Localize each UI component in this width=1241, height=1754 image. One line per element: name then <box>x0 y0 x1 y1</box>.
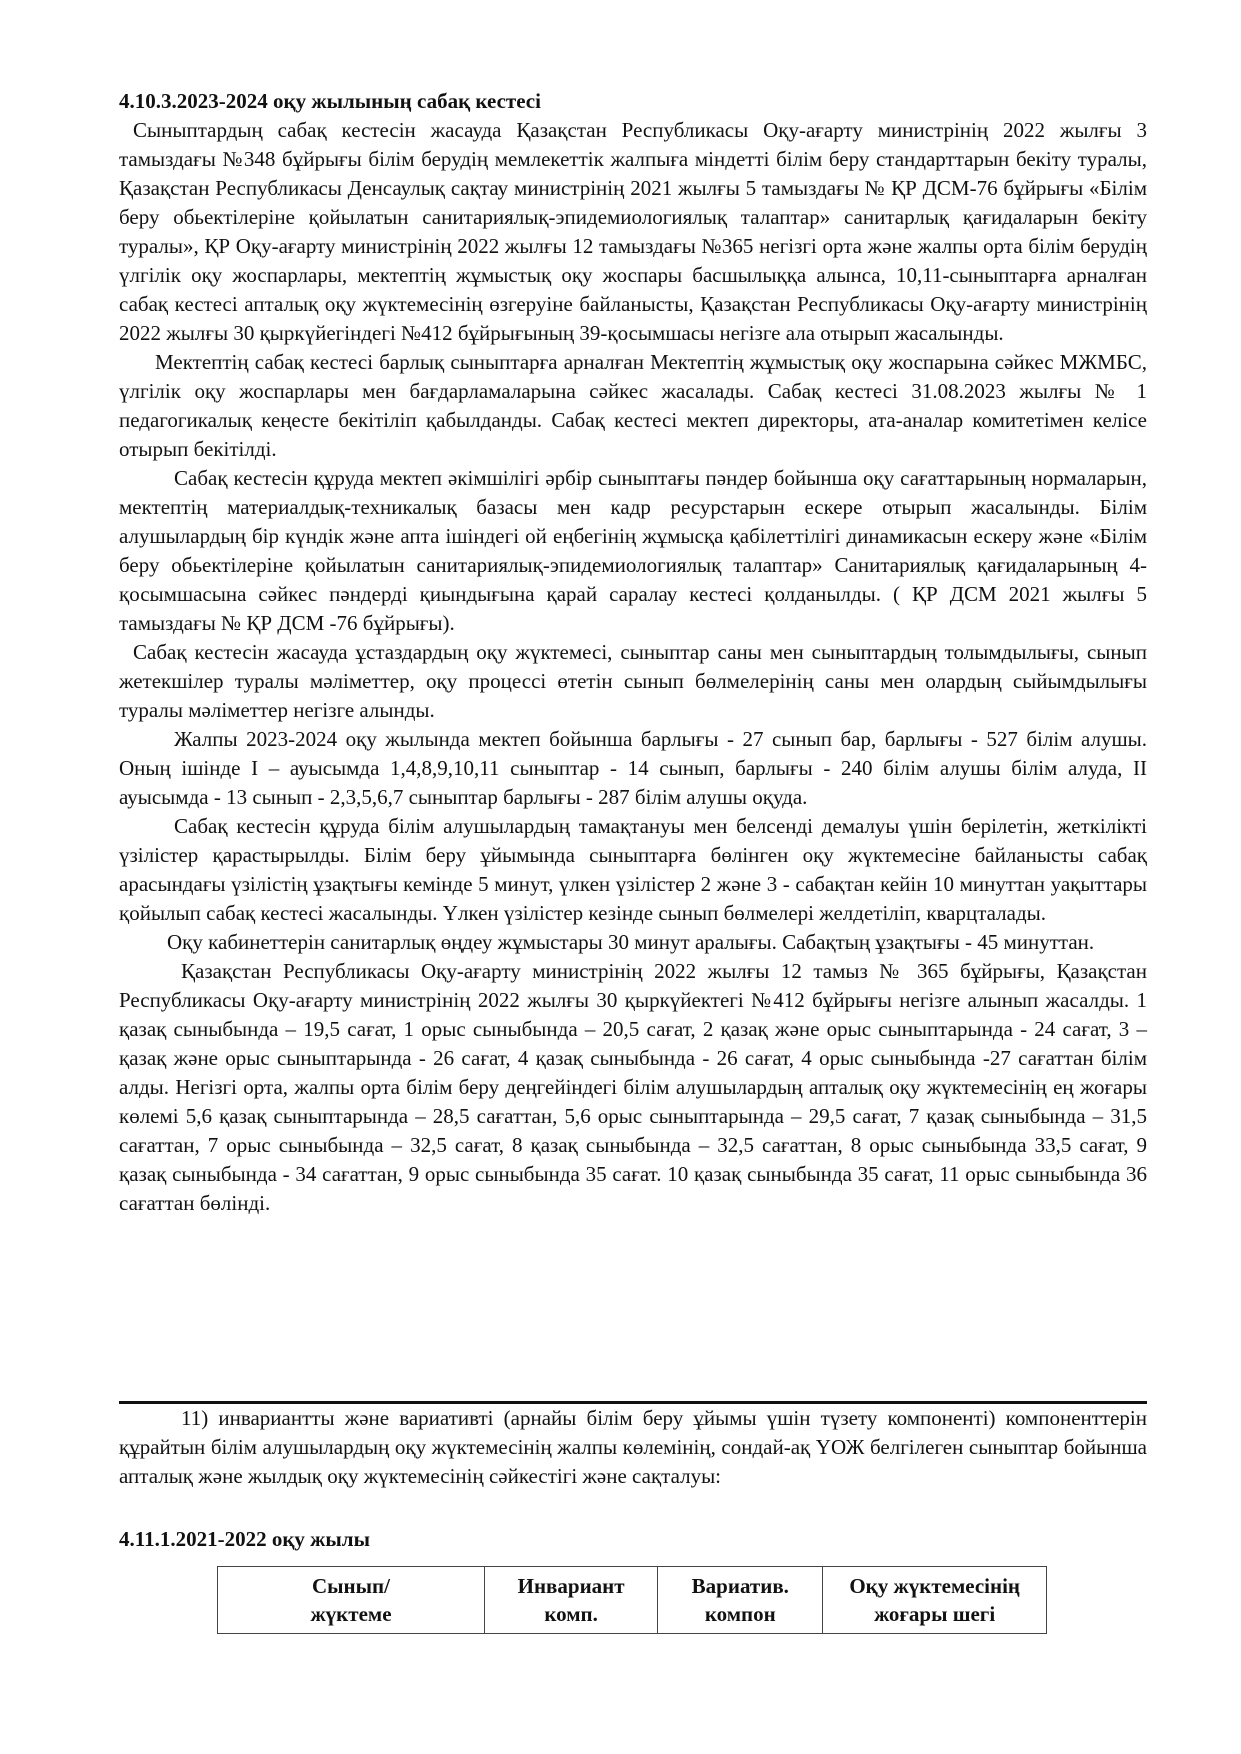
header-class-load: Сынып/ жүктеме <box>218 1567 485 1634</box>
header-invariant: Инвариант комп. <box>485 1567 658 1634</box>
paragraph-6: Сабақ кестесін құруда білім алушылардың тамақтануы мен белсенді демалуы үшін берілетін, жеткілікті үзілістер қарастырылды. Білім беру ұйымында сыныптарға бөлінген оқу жүктемесіне байланысты сабақ арасындағы үзілістің ұзақтығы кемінде 5 минут, үлкен үзілістер 2 және 3 - сабақтан кейін 10 минуттан уақыттары қойылып сабақ кестесі жасалынды. Үлкен үзілістер кезінде сынып бөлмелері желдетіліп, кварцталады. <box>119 814 1147 925</box>
paragraph-4: Сабақ кестесін жасауда ұстаздардың оқу жүктемесі, сыныптар саны мен сыныптардың толымдылығы, сынып жетекшілер туралы мәліметтер, оқу процессі өтетін сынып бөлмелерінің саны мен олардың сыйымдылығы туралы мәліметтер негізге алынды. <box>119 640 1147 722</box>
item-11-block <box>119 1404 1147 1491</box>
section-heading: 4.10.3.2023-2024 оқу жылының сабақ кестесі <box>119 89 541 113</box>
paragraph-1: Сыныптардың сабақ кестесін жасауда Қазақстан Республикасы Оқу-ағарту министрінің 2022 жылғы 3 тамыздағы №348 бұйрығы білім берудің мемлекеттік жалпыға міндетті білім беру стандарттарын бекіту туралы, Қазақстан Республикасы Денсаулық сақтау министрінің 2021 жылғы 5 тамыздағы № ҚР ДСМ-76 бұйрығы «Білім беру обьектілеріне қойылатын санитариялық-эпидемиологиялық талаптар» санитарлық қағидаларын бекіту туралы», ҚР Оқу-ағарту министрінің 2022 жылғы 12 тамыздағы №365 негізгі орта және жалпы орта білім берудің үлгілік оқу жоспарлары, мектептің жұмыстық оқу жоспары басшылыққа алынса, 10,11-сыныптарға арналған сабақ кестесі апталық оқу жүктемесінің өзгеруіне байланысты, Қазақстан Республикасы Оқу-ағарту министрінің 2022 жылғы 30 қыркүйегіндегі №412 бұйрығының 39-қосымшасы негізге ала отырып жасалынды. <box>119 118 1147 345</box>
header-variative: Вариатив. компон <box>658 1567 823 1634</box>
load-table <box>217 1566 1047 1634</box>
paragraph-3: Сабақ кестесін құруда мектеп әкімшілігі әрбір сыныптағы пәндер бойынша оқу сағаттарының нормаларын, мектептің материалдық-техникалық базасы мен кадр ресурстарын ескере отырып жасалынды. Білім алушылардың бір күндік және апта ішіндегі ой еңбегінің жұмысқа қабілеттілігі динамикасын ескеру және «Білім беру обьектілеріне қойылатын санитариялық-эпидемиологиялық талаптар» Санитариялық қағидаларының 4-қосымшасына сәйкес пәндерді қиындығына қарай саралау кестесі қолданылды. ( ҚР ДСМ 2021 жылғы 5 тамыздағы № ҚР ДСМ -76 бұйрығы). <box>119 466 1147 635</box>
paragraph-2: Мектептің сабақ кестесі барлық сыныптарға арналған Мектептің жұмыстық оқу жоспарына сәйкес МЖМБС, үлгілік оқу жоспарлары мен бағдарламаларына сәйкес жасалады. Сабақ кестесі 31.08.2023 жылғы № 1 педагогикалық кеңесте бекітіліп қабылданды. Сабақ кестесі мектеп директоры, ата-аналар комитетімен келісе отырып бекітілді. <box>119 350 1147 461</box>
body-text <box>119 116 1147 1218</box>
paragraph-5: Жалпы 2023-2024 оқу жылында мектеп бойынша барлығы - 27 сынып бар, барлығы - 527 білім алушы. Оның ішінде І – ауысымда 1,4,8,9,10,11 сыныптар - 14 сынып, барлығы - 240 білім алушы білім алуда, ІІ ауысымда - 13 сынып - 2,3,5,6,7 сыныптар барлығы - 287 білім алушы оқуда. <box>119 727 1147 809</box>
item-11-text: 11) инвариантты және вариативті (арнайы білім беру ұйымы үшін түзету компоненті) компоненттерін құрайтын білім алушылардың оқу жүктемесінің жалпы көлемінің, сондай-ақ ҮОЖ белгілеген сыныптар бойынша апталық және жылдық оқу жүктемесінің сәйкестігі және сақталуы: <box>119 1406 1147 1488</box>
header-max-load: Оқу жүктемесінің жоғары шегі <box>823 1567 1047 1634</box>
paragraph-7: Оқу кабинеттерін санитарлық өңдеу жұмыстары 30 минут аралығы. Сабақтың ұзақтығы - 45 минуттан. <box>167 930 1095 954</box>
table-header-row <box>218 1567 1047 1634</box>
paragraph-8: Қазақстан Республикасы Оқу-ағарту министрінің 2022 жылғы 12 тамыз № 365 бұйрығы, Қазақстан Республикасы Оқу-ағарту министрінің 2022 жылғы 30 қыркүйектегі №412 бұйрығы негізге алынып жасалды. 1 қазақ сыныбында – 19,5 сағат, 1 орыс сыныбында – 20,5 сағат, 2 қазақ және орыс сыныптарында - 24 сағат, 3 – қазақ және орыс сыныптарында - 26 сағат, 4 қазақ сыныбында - 26 сағат, 4 орыс сыныбында -27 сағаттан білім алды. Негізгі орта, жалпы орта білім беру деңгейіндегі білім алушылардың апталық оқу жүктемесінің ең жоғары көлемі 5,6 қазақ сыныптарында – 28,5 сағаттан, 5,6 орыс сыныптарында – 29,5 сағат, 7 қазақ сыныбында – 31,5 сағаттан, 7 орыс сыныбында – 32,5 сағат, 8 қазақ сыныбында – 32,5 сағаттан, 8 орыс сыныбында 33,5 сағат, 9 қазақ сыныбында - 34 сағаттан, 9 орыс сыныбында 35 сағат. 10 қазақ сыныбында 35 сағат, 11 орыс сыныбында 36 сағаттан бөлінді. <box>119 959 1147 1215</box>
subsection-heading: 4.11.1.2021-2022 оқу жылы <box>119 1527 370 1551</box>
